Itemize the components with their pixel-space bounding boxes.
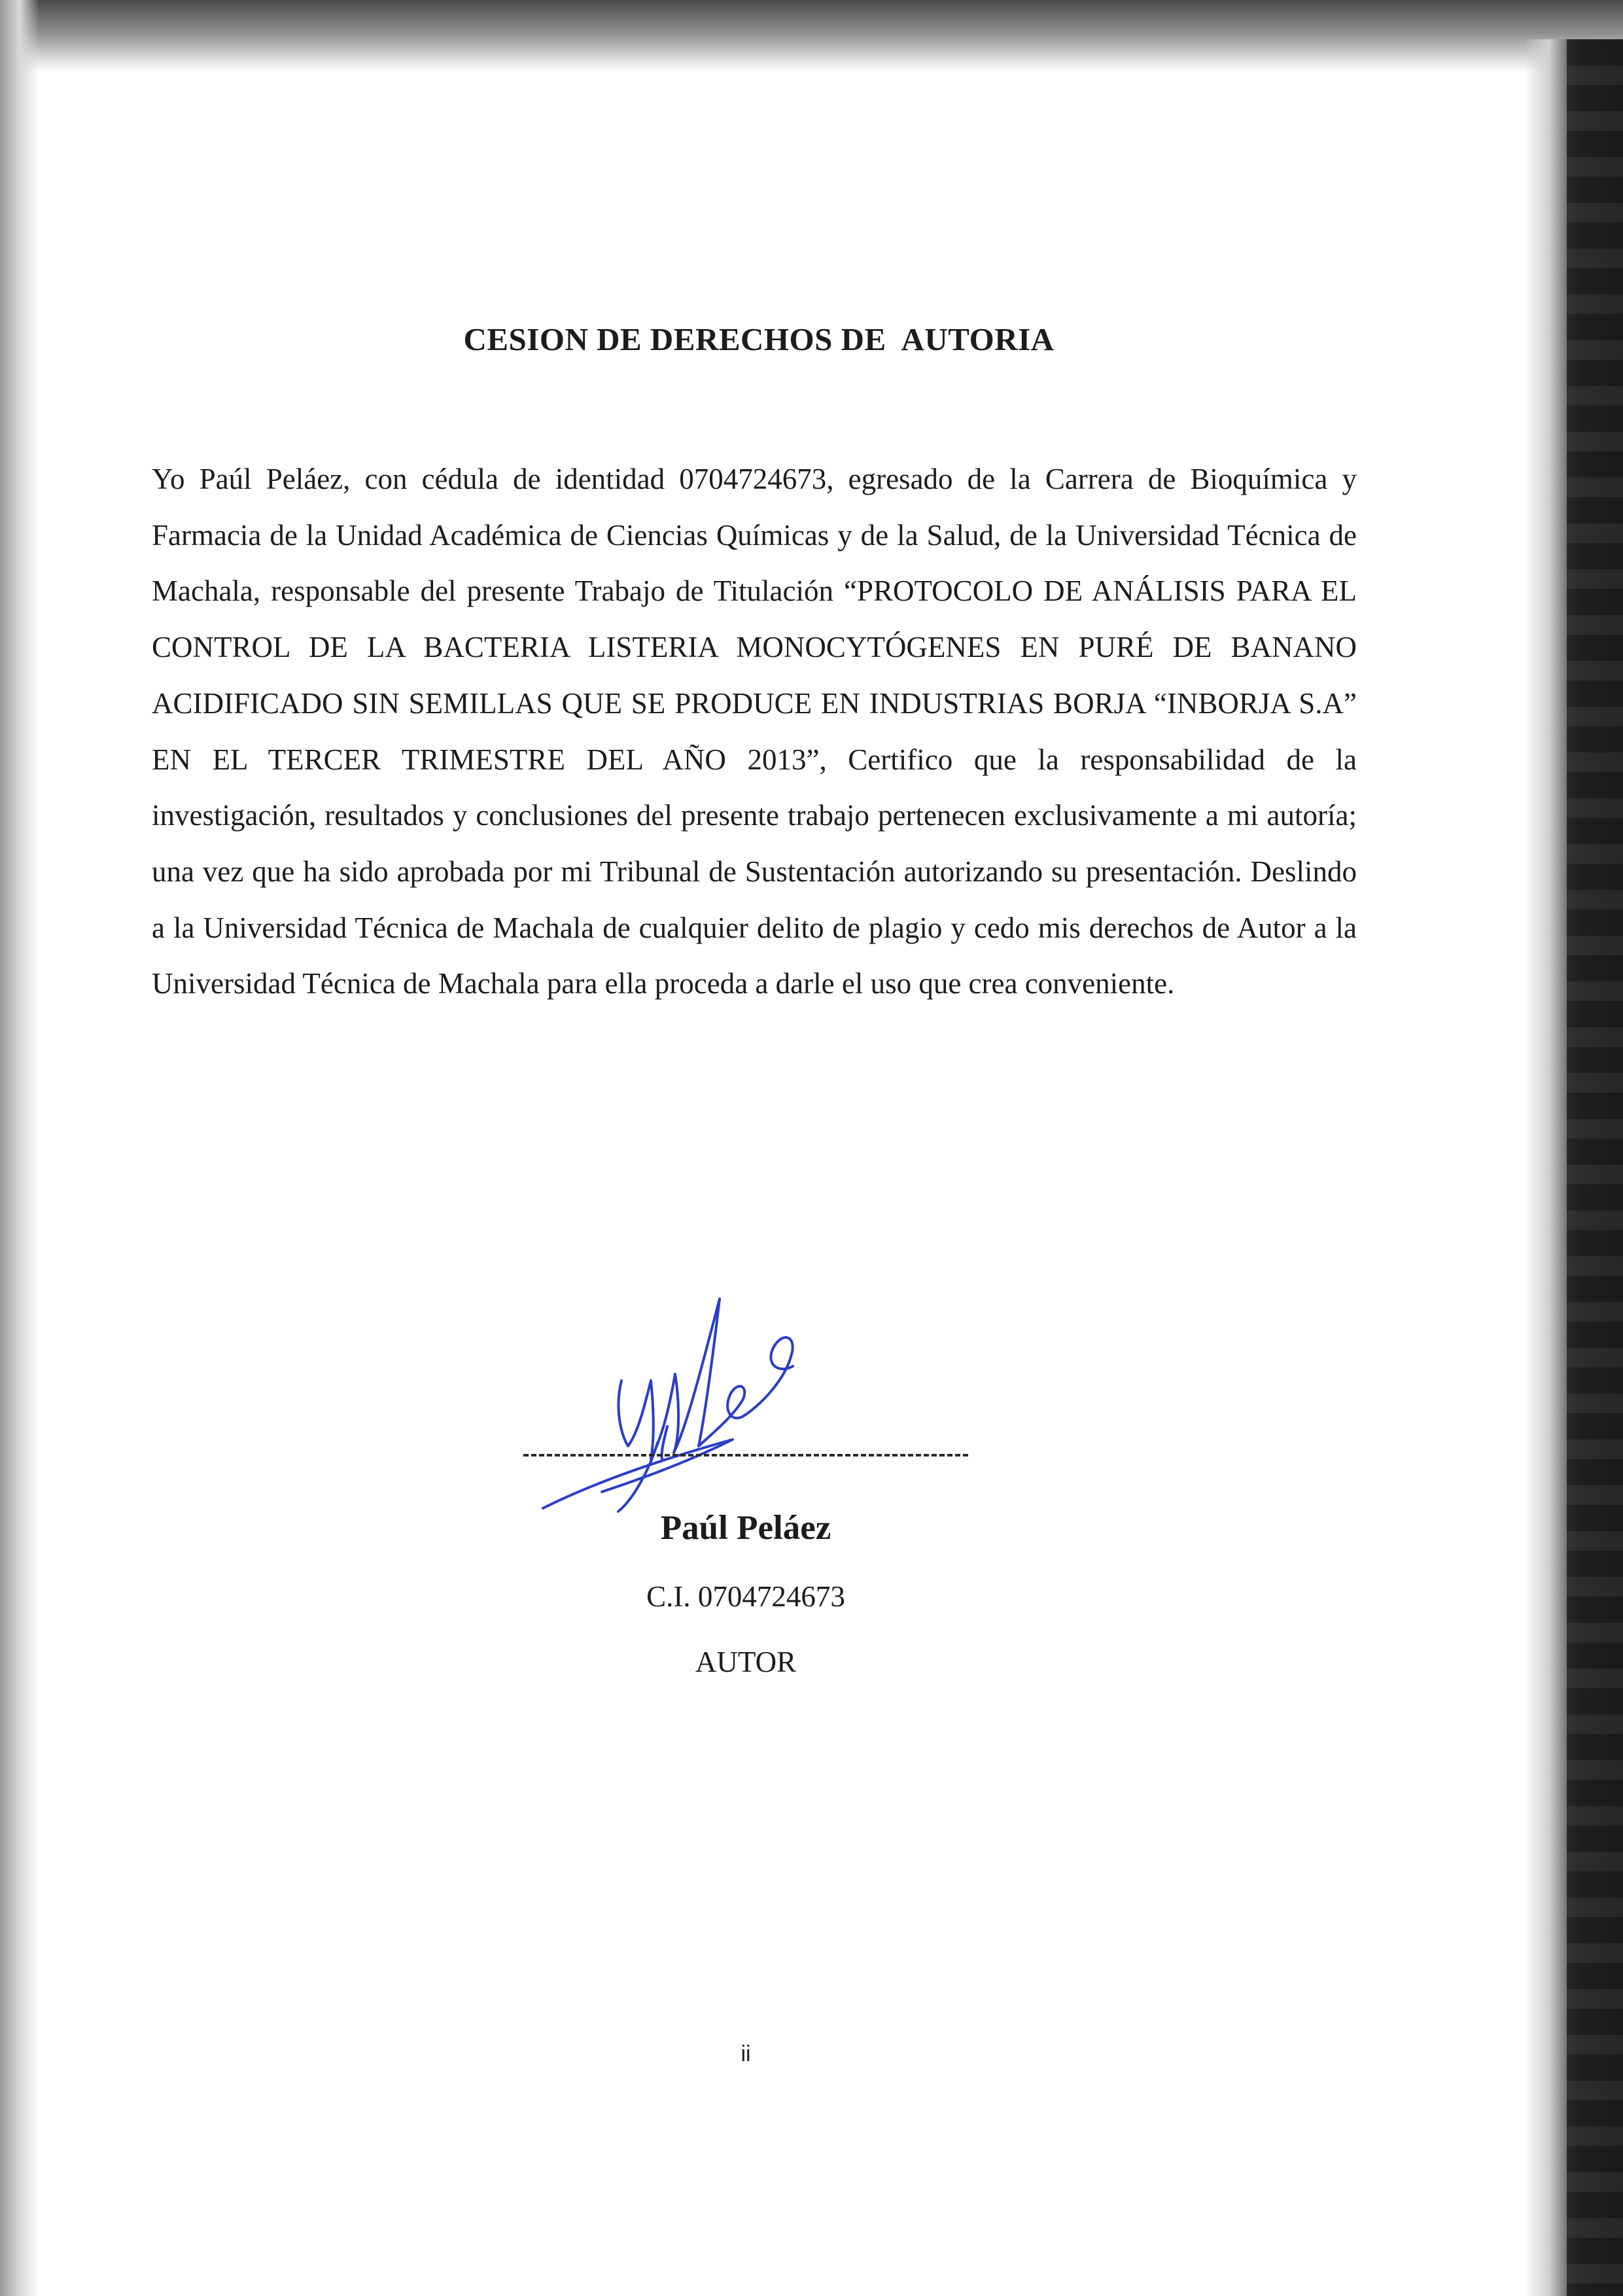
signer-name: Paúl Peláez — [660, 1509, 831, 1547]
signer-role: AUTOR — [695, 1646, 797, 1678]
signature-line — [523, 1454, 968, 1457]
signer-id: C.I. 0704724673 — [646, 1580, 845, 1613]
signature-scribble — [523, 1282, 981, 1531]
scan-shadow-top — [0, 0, 1623, 72]
scan-binding-edge — [1567, 39, 1623, 2296]
document-body: Yo Paúl Peláez, con cédula de identidad 0704724673, egresado de la Carrera de Bioquímica y Farmacia de la Unidad Académica de Ciencias Químicas y de la Salud, de la Universidad Técnica de Machala, responsable del presente Trabajo de Titulación “PROTOCOLO DE ANÁLISIS PARA EL CONTROL DE LA BACTERIA LISTERIA MONOCYTÓGENES EN PURÉ DE BANANO ACIDIFICADO SIN SEMILLAS QUE SE PRODUCE EN INDUSTRIAS BORJA “INBORJA S.A” EN EL TERCER TRIMESTRE DEL AÑO 2013”, Certifico que la responsabilidad de la investigación, resultados y conclusiones del presente trabajo pertenecen exclusivamente a mi autoría; una vez que ha sido aprobada por mi Tribunal de Sustentación autorizando su presentación. Deslindo a la Universidad Técnica de Machala de cualquier delito de plagio y cedo mis derechos de Autor a la Universidad Técnica de Machala para ella proceda a darle el uso que crea conveniente. — [152, 463, 1357, 1000]
document-title: CESION DE DERECHOS DE AUTORIA — [463, 321, 1055, 357]
page-number: ii — [741, 2041, 751, 2066]
